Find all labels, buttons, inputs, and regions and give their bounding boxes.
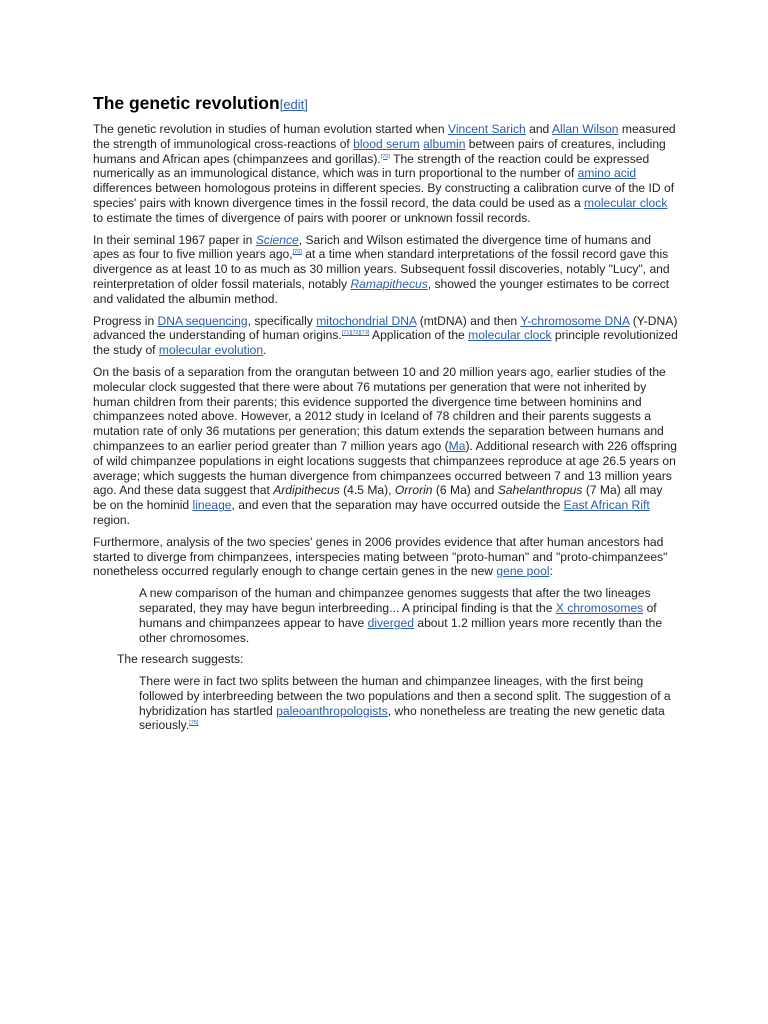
reference-marker xyxy=(293,249,302,255)
link-x-chromosomes[interactable]: X chromosomes xyxy=(555,600,644,615)
text: (4.5 Ma), xyxy=(339,483,395,498)
link-mitochondrial-dna[interactable]: mitochondrial DNA xyxy=(316,313,417,328)
text: ). Additional research with 226 offspring of wild chimpanzee populations in eight locations suggests that chimpanzees reproduce at age 26.5 years on average; which suggests the human divergence from chimpanzees occurred between 7 and 13 million years ago. And these data suggest that xyxy=(93,438,677,498)
section-title: The genetic revolution xyxy=(93,93,280,113)
text: region. xyxy=(93,512,130,527)
text: at a time when standard interpretations of the fossil record gave this divergence as at least 10 to as much as 30 million years. Subsequent fossil discoveries, notably "Lucy", and reinterpretation of older fossil materials, notably xyxy=(93,247,670,291)
reference-link[interactable]: [70] xyxy=(380,153,390,160)
link-molecular-clock[interactable]: molecular clock xyxy=(584,195,668,210)
link-molecular-clock[interactable]: molecular clock xyxy=(468,328,552,343)
text: In their seminal 1967 paper in xyxy=(93,232,256,247)
text: Progress in xyxy=(93,313,158,328)
text: The strength of the reaction could be expressed numerically as an immunological distance, which was in turn proportional to the number of xyxy=(93,151,650,181)
text: (mtDNA) and then xyxy=(416,313,521,328)
blockquote-2 xyxy=(139,674,678,733)
text: (6 Ma) and xyxy=(432,483,498,498)
reference-link[interactable]: [71][72][73] xyxy=(341,330,370,337)
text: , who nonetheless are treating the new genetic data seriously. xyxy=(139,703,665,733)
text: between pairs of creatures, including humans and African apes (chimpanzees and gorillas). xyxy=(93,136,666,166)
reference-marker xyxy=(189,720,198,726)
italic-term: Ardipithecus xyxy=(273,483,340,498)
paragraph-3 xyxy=(93,314,678,358)
text: The genetic revolution in studies of human evolution started when xyxy=(93,122,448,136)
reference-marker xyxy=(381,154,390,160)
text: Application of the xyxy=(369,328,469,343)
text: , Sarich and Wilson estimated the divergence time of humans and apes as four to five million years ago, xyxy=(93,232,651,262)
text: (Y-DNA) advanced the understanding of human origins. xyxy=(93,313,678,343)
link-molecular-evolution[interactable]: molecular evolution xyxy=(158,343,264,358)
text: (7 Ma) all may be on the hominid xyxy=(93,483,663,513)
text: to estimate the times of divergence of pairs with poorer or unknown fossil records. xyxy=(93,210,531,225)
text: about 1.2 million years more recently than the other chromosomes. xyxy=(139,615,663,645)
italic-term: Orrorin xyxy=(394,483,433,498)
paragraph-4 xyxy=(93,365,678,528)
link-dna-sequencing[interactable]: DNA sequencing xyxy=(157,313,248,328)
link-lineage[interactable]: lineage xyxy=(192,498,232,513)
link-vincent-sarich[interactable]: Vincent Sarich xyxy=(447,122,526,136)
text: . xyxy=(263,343,267,358)
text: There were in fact two splits between the human and chimpanzee lineages, with the first being followed by interbreeding between the two populations and then a second split. The suggestion of a hybridization has startled xyxy=(139,674,671,718)
paragraph-1 xyxy=(93,122,678,226)
reference-link[interactable]: [70] xyxy=(292,249,302,256)
paragraph-5 xyxy=(93,535,678,579)
link-diverged[interactable]: diverged xyxy=(367,615,414,630)
text: differences between homologous proteins in different species. By constructing a calibration curve of the ID of species' pairs with known divergence times in the fossil record, the data could be used as a xyxy=(93,181,675,210)
link-albumin[interactable]: albumin xyxy=(423,136,466,151)
text: and xyxy=(525,122,552,136)
paragraph-2 xyxy=(93,233,678,307)
link-ma[interactable]: Ma xyxy=(448,438,466,453)
edit-link[interactable]: [edit] xyxy=(279,97,308,112)
link-ramapithecus[interactable]: Ramapithecus xyxy=(350,276,428,291)
text: Furthermore, analysis of the two species' genes in 2006 provides evidence that after human ancestors had started to diverge from chimpanzees, interspecies mating between "proto-human" and "proto-chimpanzees" nonetheless occurred regularly enough to change certain genes in the new xyxy=(93,534,668,579)
link-paleoanthropologists[interactable]: paleoanthropologists xyxy=(276,703,388,718)
section-heading xyxy=(93,92,678,116)
link-amino-acid[interactable]: amino acid xyxy=(577,166,637,181)
link-y-chromosome-dna[interactable]: Y-chromosome DNA xyxy=(520,313,630,328)
text: of humans and chimpanzees appear to have xyxy=(139,600,657,630)
text: principle revolutionized the study of xyxy=(93,328,678,358)
link-gene-pool[interactable]: gene pool xyxy=(496,564,550,579)
text: , and even that the separation may have occurred outside the xyxy=(231,498,564,513)
text: A new comparison of the human and chimpanzee genomes suggests that after the two lineages separated, they may have begun interbreeding... A principal finding is that the xyxy=(139,586,651,615)
text: , showed the younger estimates to be correct and validated the albumin method. xyxy=(93,276,670,306)
reference-link[interactable]: [75] xyxy=(189,720,199,727)
text: On the basis of a separation from the orangutan between 10 and 20 million years ago, earlier studies of the molecular clock suggested that there were about 76 mutations per generation that were not inherited by human children from their parents; this evidence supported the divergence time between hominins and chimpanzees noted above. However, a 2012 study in Iceland of 78 children and their parents suggests a mutation rate of only 36 mutations per generation; this datum extends the separation between humans and chimpanzees to an earlier period greater than 7 million years ago ( xyxy=(93,364,666,453)
blockquote-1 xyxy=(139,586,678,645)
paragraph-6 xyxy=(117,652,678,667)
link-blood-serum[interactable]: blood serum xyxy=(353,136,420,151)
text: The research suggests: xyxy=(117,652,244,667)
article-section xyxy=(93,92,678,740)
text: , specifically xyxy=(247,313,317,328)
link-east-african-rift[interactable]: East African Rift xyxy=(563,498,650,513)
italic-term: Sahelanthropus xyxy=(497,483,583,498)
link-science[interactable]: Science xyxy=(255,232,299,247)
link-allan-wilson[interactable]: Allan Wilson xyxy=(551,122,619,136)
text: : xyxy=(549,564,553,579)
text: measured the strength of immunological cross-reactions of xyxy=(93,122,676,151)
reference-marker xyxy=(342,330,370,336)
